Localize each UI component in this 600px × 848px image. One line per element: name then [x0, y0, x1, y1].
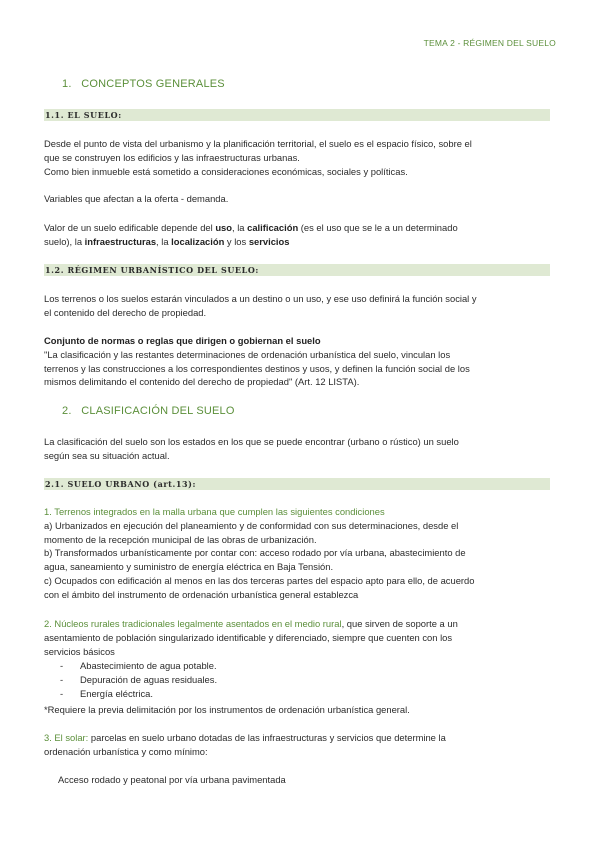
green-heading: 1. Terrenos integrados en la malla urbana que cumplen las siguientes condiciones	[44, 506, 385, 517]
list-item: - Energía eléctrica.	[60, 688, 153, 699]
text-line: asentamiento de población singularizado identificable y diferenciado, siempre que cuenten con los	[44, 631, 453, 643]
text-line: Desde el punto de vista del urbanismo y la planificación territorial, el suelo es el espacio físico, sobre el	[44, 138, 472, 149]
subsection-title: 1.1. EL SUELO:	[45, 110, 122, 120]
text-line: b) Transformados urbanísticamente por contar con: acceso rodado por vía urbana, abastecimiento de	[44, 547, 466, 559]
page-header: TEMA 2 - RÉGIMEN DEL SUELO	[423, 38, 556, 48]
paragraph	[44, 221, 556, 249]
list-item: - Abastecimiento de agua potable.	[60, 660, 217, 671]
section-1-heading	[62, 78, 225, 90]
text-line: servicios básicos	[44, 645, 115, 657]
subsection-band-1-1	[44, 109, 550, 121]
subsection-title: 2.1. SUELO URBANO (art.13):	[45, 479, 197, 489]
text-line: c) Ocupados con edificación al menos en las dos terceras partes del espacio apto para ello, de acuerdo	[44, 574, 475, 586]
text-line: según sea su situación actual.	[44, 449, 170, 461]
text-line: 3. El solar: parcelas en suelo urbano dotadas de las infraestructuras y servicios que determine la	[44, 732, 446, 743]
paragraph	[44, 334, 556, 389]
text-line: 2. Núcleos rurales tradicionales legalmente asentados en el medio rural, que sirven de soporte a un	[44, 618, 458, 629]
paragraph: Variables que afectan a la oferta - demanda.	[44, 193, 229, 204]
list-item: - Depuración de aguas residuales.	[60, 674, 218, 685]
subsection-band-1-2	[44, 264, 550, 276]
section-title: CLASIFICACIÓN DEL SUELO	[81, 405, 235, 417]
paragraph	[44, 137, 556, 178]
note: *Requiere la previa delimitación por los instrumentos de ordenación urbanística general.	[44, 704, 410, 715]
section-number: 2.	[62, 405, 72, 417]
text-line: a) Urbanizados en ejecución del planeamiento y de conformidad con sus determinaciones, desde el	[44, 519, 459, 531]
text-line: terrenos y las construcciones a los correspondientes destinos y usos, y definen la función social de los	[44, 362, 470, 374]
paragraph	[44, 505, 556, 602]
text-line: que se construyen los edificios y las infraestructuras urbanas.	[44, 151, 300, 163]
text-line: con el ámbito del instrumento de ordenación urbanística general establezca	[44, 588, 359, 600]
text-line: momento de la recepción municipal de las obras de urbanización.	[44, 533, 317, 545]
text-line: suelo), la infraestructuras, la localización y los servicios	[44, 235, 290, 247]
paragraph	[44, 435, 556, 463]
text-line: La clasificación del suelo son los estados en los que se puede encontrar (urbano o rústico) un suelo	[44, 436, 459, 447]
section-number: 1.	[62, 78, 72, 90]
text-line: mismos delimitando el contenido del derecho de propiedad" (Art. 12 LISTA).	[44, 376, 360, 388]
subsection-title: 1.2. RÉGIMEN URBANÍSTICO DEL SUELO:	[45, 265, 259, 275]
bold-heading: Conjunto de normas o reglas que dirigen o gobiernan el suelo	[44, 335, 321, 346]
text-line: Como bien inmueble está sometido a consideraciones económicas, sociales y políticas.	[44, 165, 408, 177]
subsection-band-2-1	[44, 478, 550, 490]
paragraph: Acceso rodado y peatonal por vía urbana pavimentada	[58, 774, 286, 785]
text-line: Valor de un suelo edificable depende del uso, la calificación (es el uso que se le a un determinado	[44, 222, 458, 233]
paragraph	[44, 731, 556, 759]
section-title: CONCEPTOS GENERALES	[81, 78, 225, 90]
paragraph	[44, 292, 556, 320]
paragraph	[44, 617, 556, 658]
text-line: ordenación urbanística y como mínimo:	[44, 745, 208, 757]
text-line: el contenido del derecho de propiedad.	[44, 306, 207, 318]
text-line: agua, saneamiento y suministro de energía eléctrica en Baja Tensión.	[44, 561, 334, 573]
text-line: Los terrenos o los suelos estarán vinculados a un destino o un uso, y ese uso definirá la función social y	[44, 293, 477, 304]
section-2-heading	[62, 405, 235, 417]
text-line: "La clasificación y las restantes determinaciones de ordenación urbanística del suelo, vinculan los	[44, 348, 451, 360]
